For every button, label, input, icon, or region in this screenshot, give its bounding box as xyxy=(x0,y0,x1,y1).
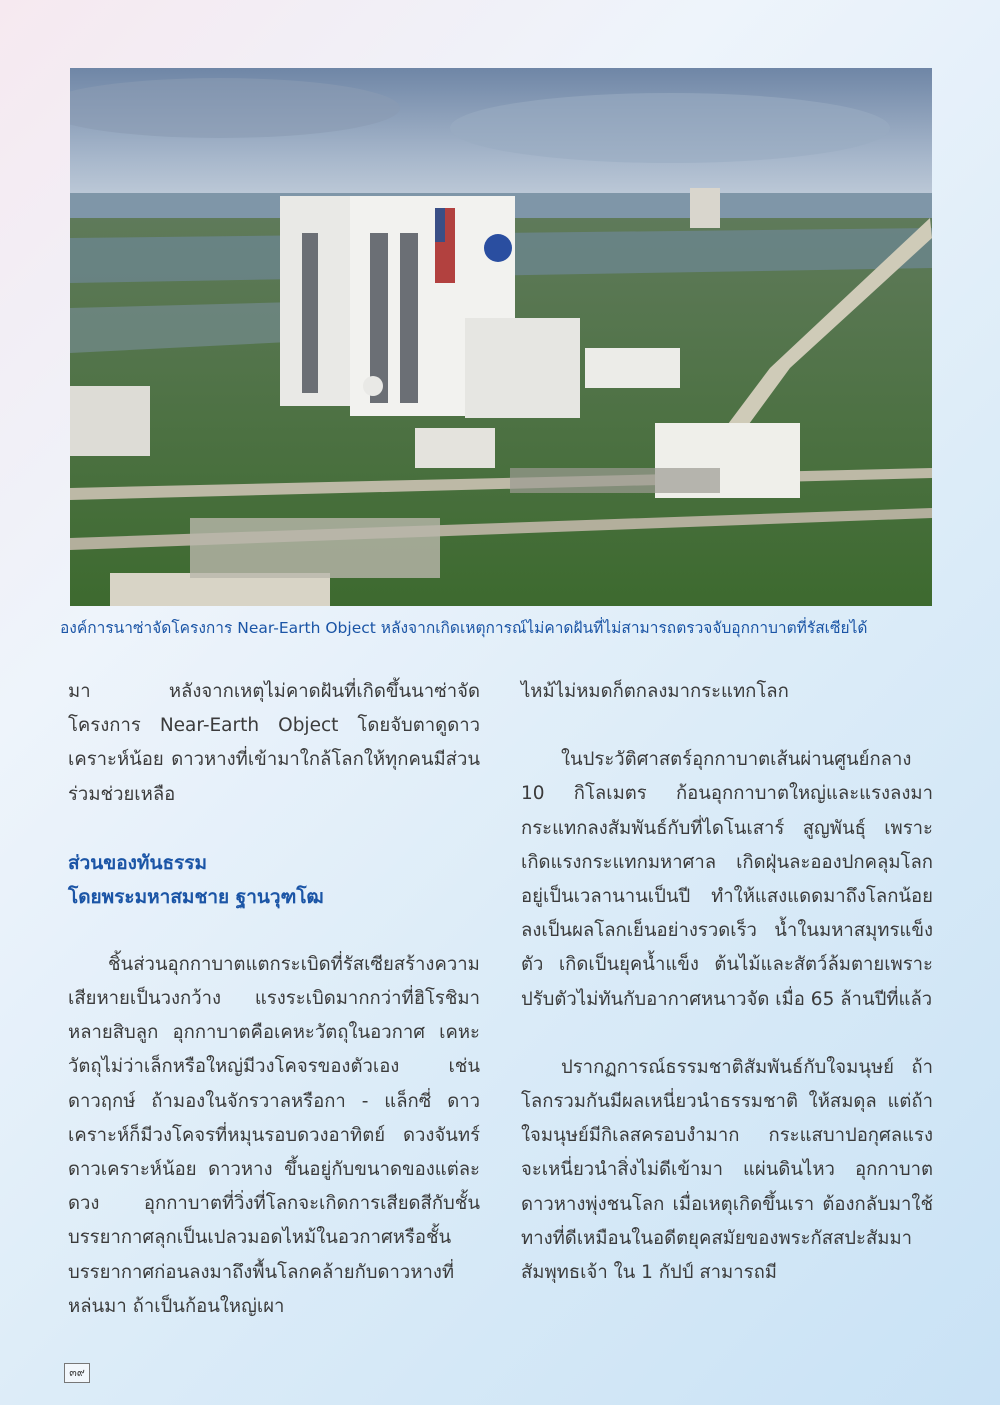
nasa-logo-icon xyxy=(484,234,512,262)
vab-aerial-illustration xyxy=(70,68,932,606)
left-column xyxy=(68,675,480,1324)
section-heading-title: ส่วนของทันธรรม xyxy=(68,851,207,874)
right-paragraph-1: ไหม้ไม่หมดก็ตกลงมากระแทกโลก xyxy=(521,681,789,702)
left-paragraph-2: ชิ้นส่วนอุกกาบาตแตกระเบิดที่รัสเซียสร้างความเสียหายเป็นวงกว้าง แรงระเบิดมากกว่าที่ฮิโรชิมาหลายสิบลูก อุกกาบาตคือเคหะวัตถุในอวกาศ เคหะวัตถุไม่ว่าเล็กหรือใหญ่มีวงโคจรของตัวเอง เช่นดาวฤกษ์ ถ้ามองในจักรวาลหรือกา - แล็กซี่ ดาวเคราะห์ก็มีวงโคจรที่หมุนรอบดวงอาทิตย์ ดวงจันทร์ ดาวเคราะห์น้อย ดาวหาง ขึ้นอยู่กับขนาดของแต่ละดวง อุกกาบาตที่วิ่งที่โลกจะเกิดการเสียดสีกับชั้นบรรยากาศลุกเป็นเปลวมอดไหม้ในอวกาศหรือชั้นบรรยากาศก่อนลงมาถึงพื้นโลกคล้ายกับดาวหางที่หล่นมา ถ้าเป็นก้อนใหญ่เผา xyxy=(68,953,480,1317)
right-paragraph-2: ในประวัติศาสตร์อุกกาบาตเส้นผ่านศูนย์กลาง 10 กิโลเมตร ก้อนอุกกาบาตใหญ่และแรงลงมากระแทกลงสัมพันธ์กับที่ไดโนเสาร์ สูญพันธุ์ เพราะเกิดแรงกระแทกมหาศาล เกิดฝุ่นละอองปกคลุมโลกอยู่เป็นเวลานานเป็นปี ทำให้แสงแดดมาถึงโลกน้อยลงเป็นผลโลกเย็นอย่างรวดเร็ว น้ำในมหาสมุทรแข็งตัว เกิดเป็นยุคน้ำแข็ง ต้นไม้และสัตว์ล้มตายเพราะปรับตัวไม่ทันกับอากาศหนาวจัด เมื่อ 65 ล้านปีที่แล้ว xyxy=(521,749,933,1010)
hero-photo xyxy=(70,68,932,606)
right-paragraph-3: ปรากฏการณ์ธรรมชาติสัมพันธ์กับใจมนุษย์ ถ้าโลกรวมกันมีผลเหนี่ยวนำธรรมชาติ ให้สมดุล แต่ถ้าใจมนุษย์มีกิเลสครอบงำมาก กระแสบาปอกุศลแรง จะเหนี่ยวนำสิ่งไม่ดีเข้ามา แผ่นดินไหว อุกกาบาต ดาวหางพุ่งชนโลก เมื่อเหตุเกิดขึ้นเรา ต้องกลับมาใช้ทางที่ดีเหมือนในอดีตยุคสมัยของพระกัสสปะสัมมาสัมพุทธเจ้า ใน 1 กัปป์ สามารถมี xyxy=(521,1056,933,1284)
page-number: ๓๙ xyxy=(64,1363,90,1383)
section-heading-author: โดยพระมหาสมชาย ฐานวุฑโฒ xyxy=(68,885,324,908)
photo-caption: องค์การนาซ่าจัดโครงการ Near-Earth Object หลังจากเกิดเหตุการณ์ไม่คาดฝันที่ไม่สามารถตรวจจับอุกกาบาตที่รัสเซียได้ xyxy=(60,619,868,637)
right-column xyxy=(521,675,933,1290)
left-paragraph-1: มา หลังจากเหตุไม่คาดฝันที่เกิดขึ้นนาซ่าจัดโครงการ Near-Earth Object โดยจับตาดูดาวเคราะห์น้อย ดาวหางที่เข้ามาใกล้โลกให้ทุกคนมีส่วนร่วมช่วยเหลือ xyxy=(68,681,480,805)
